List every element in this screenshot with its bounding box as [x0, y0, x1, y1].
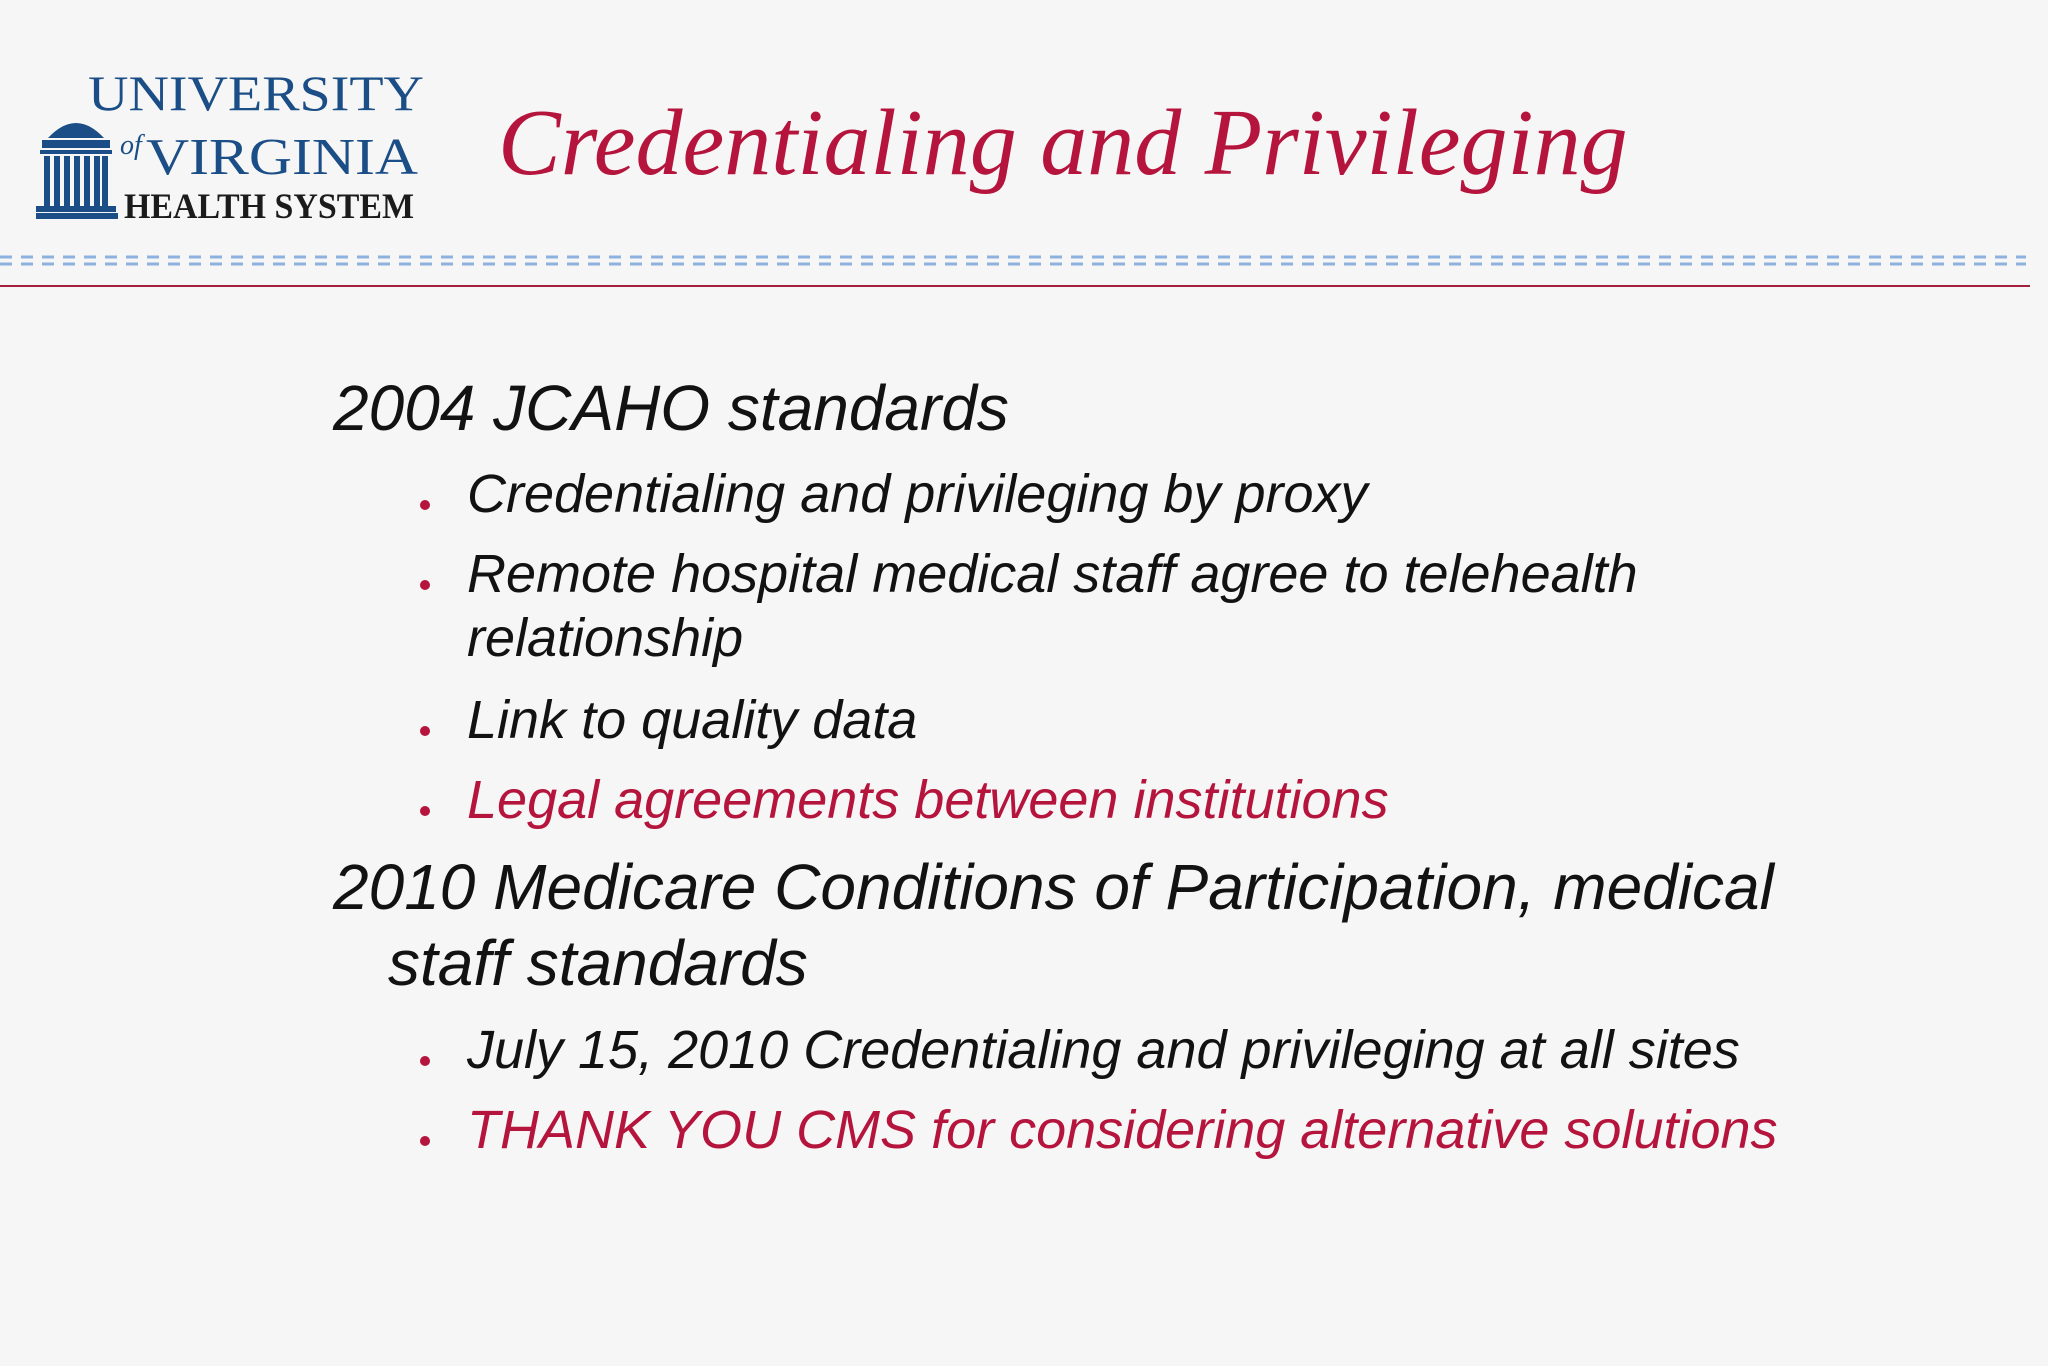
bullet-text: Remote hospital medical staff agree to telehealth	[467, 544, 1638, 604]
bullet-item	[420, 768, 1389, 832]
bullet-text: Legal agreements between institutions	[467, 770, 1389, 830]
bullet-text: Credentialing and privileging by proxy	[467, 464, 1368, 524]
uva-health-system-logo	[36, 66, 426, 226]
bullet-text: THANK YOU CMS for considering alternative solutions	[467, 1100, 1778, 1160]
header-underline	[0, 285, 2030, 287]
logo-health-system: HEALTH SYSTEM	[124, 186, 414, 226]
bullet-item	[420, 462, 1368, 526]
bullet-dot-icon	[420, 806, 430, 816]
bullet-item	[420, 1098, 1778, 1162]
logo-virginia: VIRGINIA	[146, 129, 419, 186]
dashed-divider	[0, 254, 2026, 266]
slide-title: Credentialing and Privileging	[498, 91, 1628, 195]
section-heading	[333, 849, 1774, 1001]
heading-line: 2010 Medicare Conditions of Participation, medical	[333, 851, 1774, 923]
bullet-text: July 15, 2010 Credentialing and privileging at all sites	[467, 1020, 1740, 1080]
bullet-dot-icon	[420, 500, 430, 510]
bullet-dot-icon	[420, 580, 430, 590]
heading-line-continuation: staff standards	[388, 927, 808, 999]
rotunda-icon	[36, 123, 118, 219]
bullet-item	[420, 1018, 1740, 1082]
bullet-dot-icon	[420, 1136, 430, 1146]
section-heading	[333, 370, 1009, 446]
logo-university: UNIVERSITY	[88, 66, 424, 121]
bullet-text-continuation: relationship	[467, 608, 744, 668]
bullet-text: Link to quality data	[467, 690, 918, 750]
heading-line: 2004 JCAHO standards	[333, 372, 1009, 444]
bullet-dot-icon	[420, 1056, 430, 1066]
bullet-item	[420, 688, 917, 752]
logo-of: of	[120, 130, 142, 161]
bullet-item	[420, 542, 1638, 670]
bullet-dot-icon	[420, 726, 430, 736]
